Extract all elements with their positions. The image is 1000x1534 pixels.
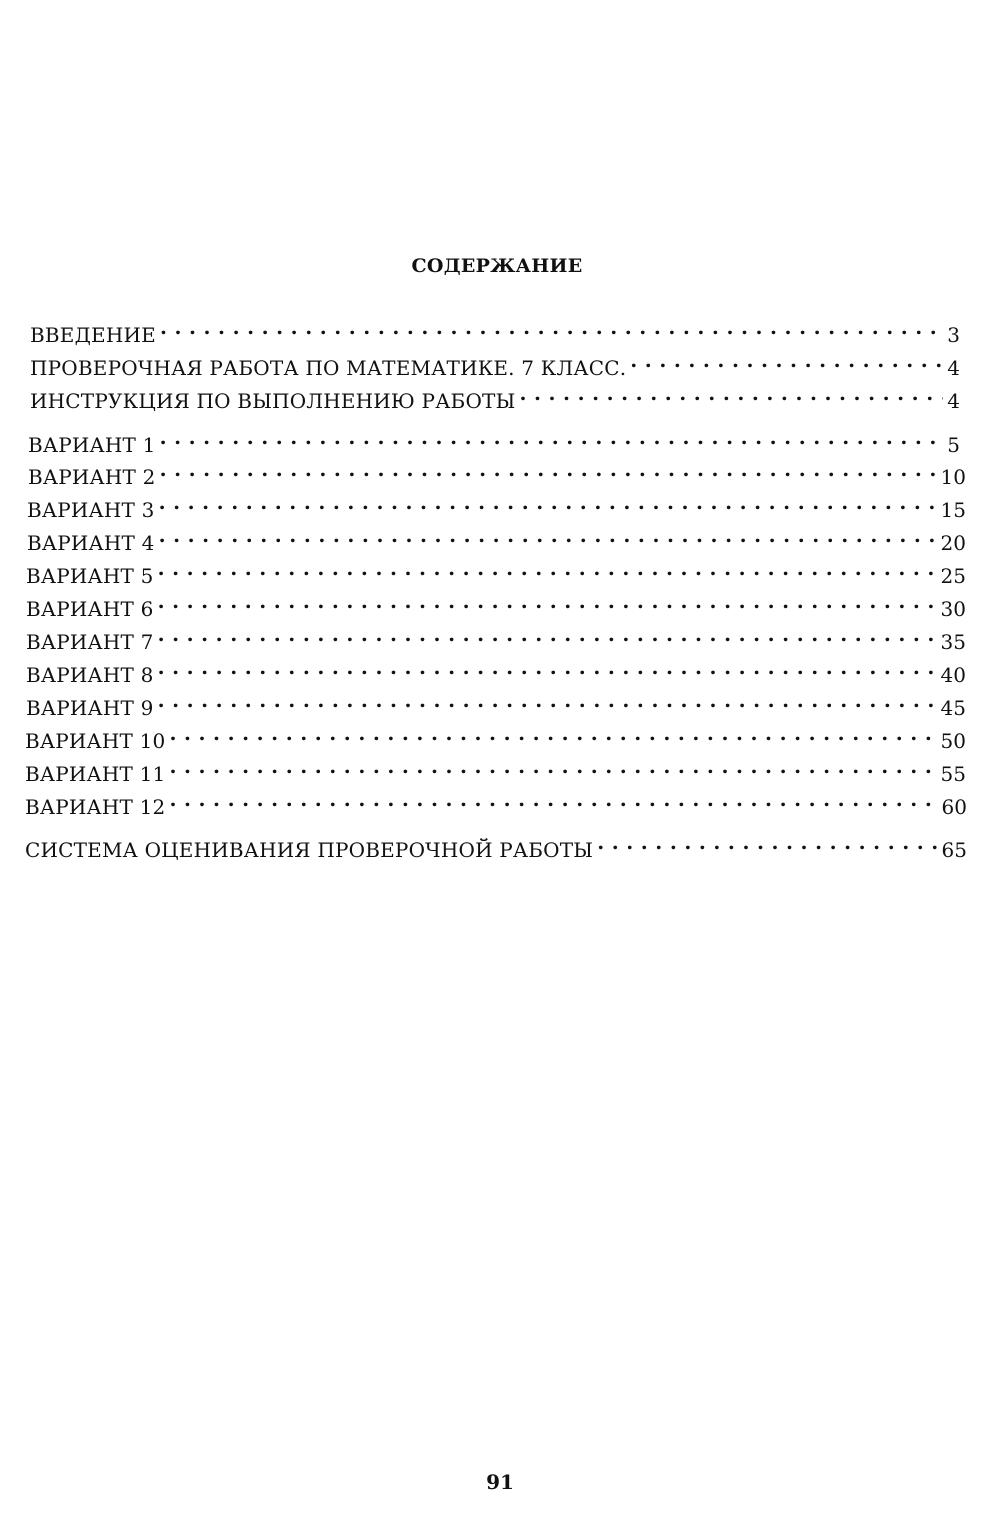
toc-entry-variant-5: [26, 553, 966, 588]
dot-leader: [158, 619, 937, 649]
dot-leader: [160, 312, 943, 342]
dot-leader: [519, 378, 943, 408]
toc-entry-page: 45: [940, 696, 966, 720]
toc-entry-page: 20: [940, 531, 966, 555]
toc-entry-variant-1: [28, 422, 960, 457]
page-number: 91: [486, 1470, 514, 1494]
toc-entry-variant-8: [26, 652, 966, 687]
toc-entry-variant-12: [25, 784, 967, 819]
toc-entry-grading-system: [25, 827, 967, 862]
toc-entry-label: ВАРИАНТ 10: [25, 729, 166, 753]
toc-entry-page: 5: [947, 433, 960, 457]
dot-leader: [630, 345, 943, 375]
toc-entry-test-math: [30, 345, 960, 380]
dot-leader: [158, 685, 937, 715]
toc-entry-page: 30: [940, 597, 966, 621]
toc-entry-label: ИНСТРУКЦИЯ ПО ВЫПОЛНЕНИЮ РАБОТЫ: [30, 389, 516, 413]
toc-entry-page: 4: [947, 389, 960, 413]
toc-entry-label: ВАРИАНТ 4: [27, 531, 155, 555]
toc-entry-variant-3: [27, 487, 966, 522]
toc-entry-page: 60: [941, 795, 967, 819]
dot-leader: [169, 784, 937, 814]
dot-leader: [159, 487, 937, 517]
toc-entry-variant-2: [28, 454, 966, 489]
toc-entry-variant-4: [27, 520, 966, 555]
toc-entry-label: ВАРИАНТ 12: [25, 795, 166, 819]
toc-entry-page: 10: [940, 465, 966, 489]
dot-leader: [159, 520, 937, 550]
toc-entry-page: 3: [947, 323, 960, 347]
dot-leader: [158, 553, 937, 583]
toc-entry-page: 40: [940, 663, 966, 687]
toc-entry-variant-10: [25, 718, 966, 753]
toc-entry-label: ВАРИАНТ 2: [28, 465, 156, 489]
dot-leader: [169, 718, 936, 748]
toc-entry-label: ВАРИАНТ 6: [26, 597, 154, 621]
toc-entry-variant-11: [25, 751, 966, 786]
dot-leader: [160, 422, 944, 452]
toc-entry-page: 35: [940, 630, 966, 654]
toc-entry-page: 4: [947, 356, 960, 380]
toc-entry-label: ВАРИАНТ 8: [26, 663, 154, 687]
toc-entry-page: 55: [940, 762, 966, 786]
dot-leader: [158, 652, 937, 682]
toc-entry-variant-7: [26, 619, 966, 654]
toc-entry-label: ВАРИАНТ 1: [28, 433, 156, 457]
toc-entry-label: ВАРИАНТ 9: [26, 696, 154, 720]
dot-leader: [597, 827, 937, 857]
toc-entry-label: ВАРИАНТ 5: [26, 564, 154, 588]
toc-entry-label: СИСТЕМА ОЦЕНИВАНИЯ ПРОВЕРОЧНОЙ РАБОТЫ: [25, 838, 594, 862]
page-title: СОДЕРЖАНИЕ: [411, 255, 583, 277]
toc-entry-variant-9: [26, 685, 966, 720]
toc-entry-page: 50: [940, 729, 966, 753]
toc-entry-page: 25: [940, 564, 966, 588]
toc-entry-variant-6: [26, 586, 966, 621]
toc-entry-page: 15: [940, 498, 966, 522]
toc-entry-label: ПРОВЕРОЧНАЯ РАБОТА ПО МАТЕМАТИКЕ. 7 КЛАСС.: [30, 356, 627, 380]
dot-leader: [160, 454, 937, 484]
toc-entry-introduction: [30, 312, 960, 347]
toc-entry-page: 65: [941, 838, 967, 862]
toc-entry-label: ВАРИАНТ 3: [27, 498, 155, 522]
toc-entry-instructions: [30, 378, 960, 413]
toc-entry-label: ВАРИАНТ 7: [26, 630, 154, 654]
toc-entry-label: ВВЕДЕНИЕ: [30, 323, 156, 347]
toc-entry-label: ВАРИАНТ 11: [25, 762, 166, 786]
dot-leader: [158, 586, 937, 616]
dot-leader: [169, 751, 936, 781]
